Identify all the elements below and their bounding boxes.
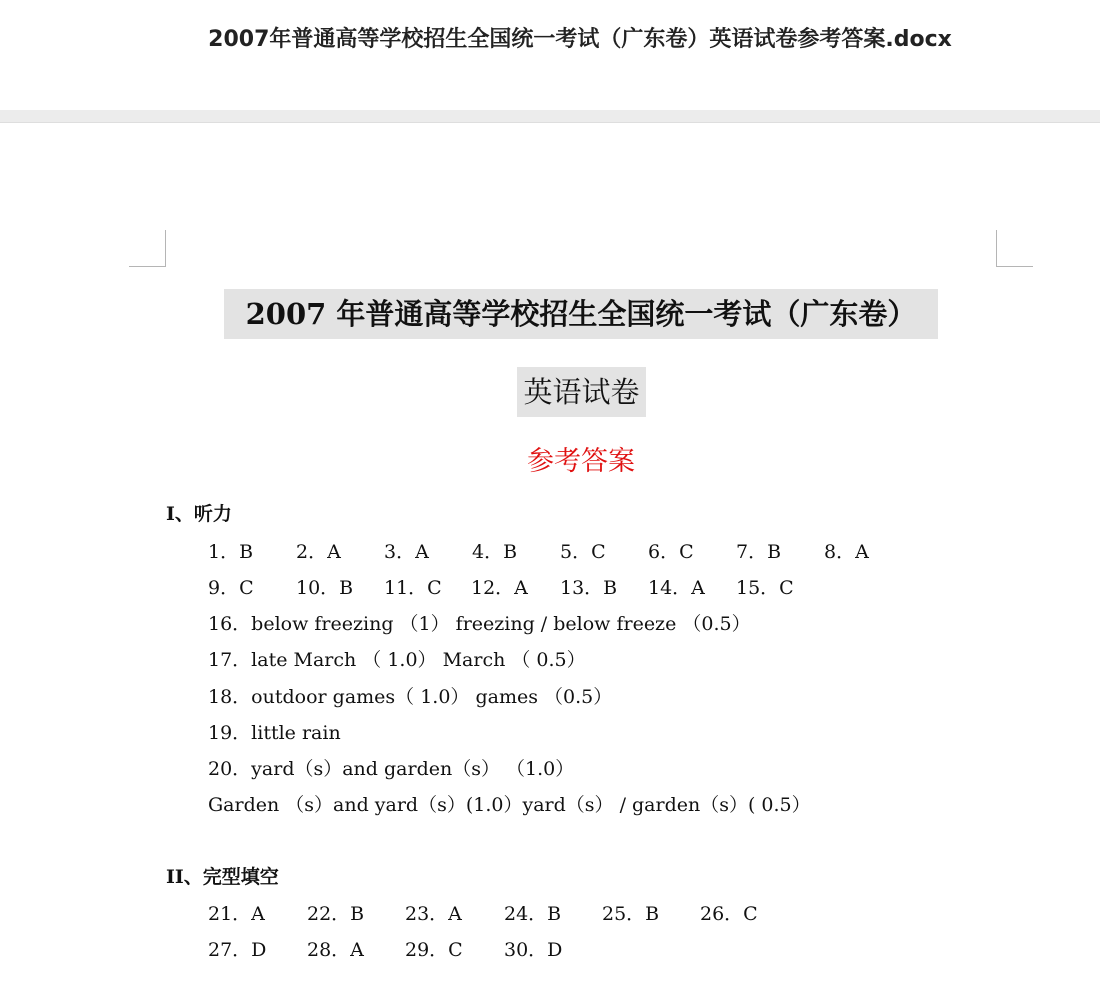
answer-item: 12．A xyxy=(471,577,528,599)
answer-item: 3．A xyxy=(384,541,429,563)
answer-item: 11．C xyxy=(384,577,442,599)
document-title[interactable]: 2007 年普通高等学校招生全国统一考试（广东卷） xyxy=(224,289,938,339)
answer-item: 8．A xyxy=(824,541,869,563)
answer-item: 28．A xyxy=(307,939,364,961)
document-subtitle[interactable]: 英语试卷 xyxy=(517,367,646,417)
answer-item: 22．B xyxy=(307,903,365,925)
answer-item: 24．B xyxy=(504,903,562,925)
answer-item: 26．C xyxy=(700,903,758,925)
answer-item: 1．B xyxy=(208,541,254,563)
margin-corner-mark-right xyxy=(996,230,1033,267)
answer-item: 15．C xyxy=(736,577,794,599)
answer-item: 10．B xyxy=(296,577,354,599)
answer-item: 25．B xyxy=(602,903,660,925)
answer-line-18: 18．outdoor games（ 1.0） games （0.5） xyxy=(208,686,613,708)
answer-item: 23．A xyxy=(405,903,462,925)
answer-line-20-alternate: Garden （s）and yard（s）(1.0）yard（s） / garden（s）( 0.5） xyxy=(208,794,811,816)
margin-corner-mark-left xyxy=(129,230,166,267)
answer-line-19: 19．little rain xyxy=(208,722,341,744)
answer-line-17: 17．late March （ 1.0） March （ 0.5） xyxy=(208,649,586,671)
answer-item: 21．A xyxy=(208,903,265,925)
answer-row-27-30 xyxy=(0,935,1100,961)
answer-item: 30．D xyxy=(504,939,563,961)
answer-item: 4．B xyxy=(472,541,518,563)
section-heading-listening: I、听力 xyxy=(166,503,232,525)
answer-item: 9．C xyxy=(208,577,254,599)
answer-item: 5．C xyxy=(560,541,606,563)
answer-item: 13．B xyxy=(560,577,618,599)
answer-key-heading: 参考答案 xyxy=(527,446,635,477)
answer-item: 7．B xyxy=(736,541,782,563)
answer-item: 6．C xyxy=(648,541,694,563)
answer-item: 29．C xyxy=(405,939,463,961)
section-heading-cloze: II、完型填空 xyxy=(166,866,279,888)
answer-item: 14．A xyxy=(648,577,705,599)
document-page xyxy=(0,123,1100,990)
answer-row-1-8 xyxy=(0,537,1100,563)
answer-item: 27．D xyxy=(208,939,267,961)
answer-line-16: 16．below freezing （1） freezing / below freeze （0.5） xyxy=(208,613,751,635)
answer-line-20: 20．yard（s）and garden（s） （1.0） xyxy=(208,758,575,780)
answer-row-9-15 xyxy=(0,573,1100,599)
answer-item: 2．A xyxy=(296,541,341,563)
answer-row-21-26 xyxy=(0,899,1100,925)
document-filename: 2007年普通高等学校招生全国统一考试（广东卷）英语试卷参考答案.docx xyxy=(208,27,952,52)
title-bar xyxy=(0,0,1100,110)
toolbar-separator xyxy=(0,110,1100,123)
